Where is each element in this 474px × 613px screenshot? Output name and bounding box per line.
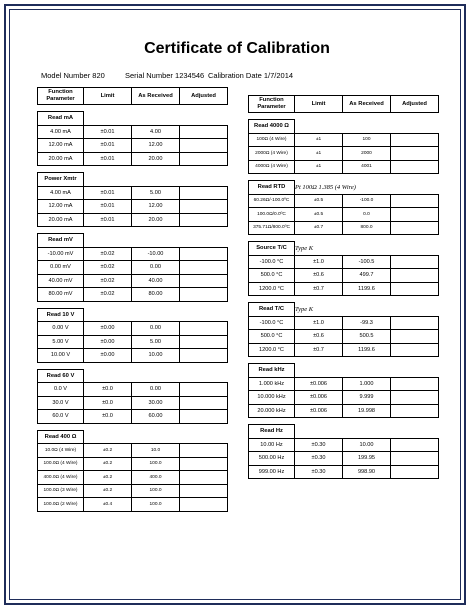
as-received-cell: 998.90	[343, 465, 391, 479]
table-row	[249, 316, 439, 330]
function-parameter-cell: 30.0 V	[38, 396, 84, 410]
as-received-cell: 4001	[343, 160, 391, 174]
function-parameter-cell: 1200.0 °C	[249, 282, 295, 296]
section-row-read-4000	[249, 120, 439, 134]
section-gap	[249, 113, 439, 120]
as-received-cell: 0.00	[132, 383, 180, 397]
column-header: Function Parameter	[249, 96, 295, 113]
function-parameter-cell: 100.0Ω (2 Wire)	[38, 498, 84, 512]
function-parameter-cell: 4.00 mA	[38, 125, 84, 139]
left-calibration-table	[37, 87, 228, 512]
table-row	[249, 330, 439, 344]
adjusted-cell	[180, 322, 228, 336]
adjusted-cell	[180, 498, 228, 512]
table-row	[249, 452, 439, 466]
adjusted-cell	[391, 377, 439, 391]
function-parameter-cell: 5.00 V	[38, 335, 84, 349]
function-parameter-cell: 0.00 mV	[38, 261, 84, 275]
as-received-cell: -10.00	[132, 247, 180, 261]
column-header: As Received	[343, 96, 391, 113]
limit-cell: ±1	[295, 133, 343, 147]
as-received-cell: 400.0	[132, 471, 180, 485]
function-parameter-cell: 0.00 V	[38, 322, 84, 336]
limit-cell: ±0.00	[84, 349, 132, 363]
section-name: Read mA	[38, 112, 84, 126]
table-row	[249, 377, 439, 391]
adjusted-cell	[391, 194, 439, 208]
model-number: Model Number 820	[41, 71, 105, 80]
table-row	[38, 186, 228, 200]
section-name: Read 400 Ω	[38, 430, 84, 444]
limit-cell: ±0.7	[295, 221, 343, 235]
function-parameter-cell: 500.0 °C	[249, 330, 295, 344]
adjusted-cell	[180, 186, 228, 200]
adjusted-cell	[391, 255, 439, 269]
as-received-cell: 10.00	[132, 349, 180, 363]
adjusted-cell	[180, 444, 228, 458]
table-row	[249, 391, 439, 405]
as-received-cell: 4.00	[132, 125, 180, 139]
table-row	[249, 133, 439, 147]
function-parameter-cell: 60.0 V	[38, 410, 84, 424]
column-header: Limit	[295, 96, 343, 113]
adjusted-cell	[391, 391, 439, 405]
as-received-cell: 100.0	[132, 457, 180, 471]
function-parameter-cell: 0.0 V	[38, 383, 84, 397]
as-received-cell: 199.95	[343, 452, 391, 466]
limit-cell: ±0.01	[84, 200, 132, 214]
as-received-cell: 12.00	[132, 139, 180, 153]
table-row	[249, 255, 439, 269]
as-received-cell: -100.0	[343, 194, 391, 208]
table-row	[38, 457, 228, 471]
table-row	[38, 410, 228, 424]
function-parameter-cell: 4000Ω (4 Wire)	[249, 160, 295, 174]
as-received-cell: 0.00	[132, 322, 180, 336]
adjusted-cell	[180, 152, 228, 166]
serial-number: Serial Number 1234546	[125, 71, 205, 80]
column-header: Function Parameter	[38, 88, 84, 105]
adjusted-cell	[180, 471, 228, 485]
table-row	[38, 261, 228, 275]
limit-cell: ±0.02	[84, 261, 132, 275]
as-received-cell: 100.0	[132, 498, 180, 512]
section-row-read-60-v	[38, 369, 228, 383]
function-parameter-cell: 10.00 V	[38, 349, 84, 363]
table-row	[249, 160, 439, 174]
column-header: Adjusted	[180, 88, 228, 105]
section-name: Source T/C	[249, 242, 295, 256]
as-received-cell: 12.00	[132, 200, 180, 214]
section-gap	[38, 362, 228, 369]
column-header: As Received	[132, 88, 180, 105]
limit-cell: ±0.02	[84, 247, 132, 261]
header-row	[249, 96, 439, 113]
limit-cell: ±0.6	[295, 330, 343, 344]
table-row	[38, 335, 228, 349]
function-parameter-cell: 2000Ω (4 Wire)	[249, 147, 295, 161]
as-received-cell: 499.7	[343, 269, 391, 283]
table-row	[38, 396, 228, 410]
table-row	[249, 269, 439, 283]
function-parameter-cell: -100.0 °C	[249, 316, 295, 330]
function-parameter-cell: 100Ω (4 Wire)	[249, 133, 295, 147]
function-parameter-cell: 60.26Ω/-100.0ºC	[249, 194, 295, 208]
as-received-cell: 10.00	[343, 438, 391, 452]
function-parameter-cell: 12.00 mA	[38, 139, 84, 153]
as-received-cell: 19.998	[343, 404, 391, 418]
section-row-read-hz	[249, 425, 439, 439]
calibration-date: Calibration Date 1/7/2014	[208, 71, 294, 80]
section-row-read-khz	[249, 364, 439, 378]
limit-cell: ±1.0	[295, 316, 343, 330]
as-received-cell: 60.00	[132, 410, 180, 424]
table-row	[38, 288, 228, 302]
table-row	[38, 383, 228, 397]
limit-cell: ±1.0	[295, 255, 343, 269]
limit-cell: ±0.01	[84, 152, 132, 166]
as-received-cell: 30.00	[132, 396, 180, 410]
limit-cell: ±1	[295, 147, 343, 161]
limit-cell: ±0.00	[84, 335, 132, 349]
section-row-read-mv	[38, 234, 228, 248]
function-parameter-cell: 1.000 kHz	[249, 377, 295, 391]
as-received-cell: -99.3	[343, 316, 391, 330]
limit-cell: ±0.0	[84, 396, 132, 410]
section-name: Read 10 V	[38, 308, 84, 322]
adjusted-cell	[180, 396, 228, 410]
section-gap	[249, 418, 439, 425]
section-gap	[38, 166, 228, 173]
section-note: Pt 100Ω 1.385 (4 Wire)	[295, 183, 356, 191]
as-received-cell: 1199.6	[343, 343, 391, 357]
table-row	[249, 404, 439, 418]
function-parameter-cell: 10.000 kHz	[249, 391, 295, 405]
limit-cell: ±0.5	[295, 208, 343, 222]
adjusted-cell	[391, 160, 439, 174]
section-row-read-10-v	[38, 308, 228, 322]
as-received-cell: 100	[343, 133, 391, 147]
table-row	[249, 438, 439, 452]
column-header: Adjusted	[391, 96, 439, 113]
function-parameter-cell: 40.00 mV	[38, 274, 84, 288]
adjusted-cell	[391, 330, 439, 344]
limit-cell: ±0.006	[295, 377, 343, 391]
table-row	[38, 200, 228, 214]
section-gap	[38, 301, 228, 308]
section-gap	[249, 296, 439, 303]
adjusted-cell	[180, 247, 228, 261]
as-received-cell: 9.999	[343, 391, 391, 405]
table-row	[38, 125, 228, 139]
limit-cell: ±0.00	[84, 322, 132, 336]
adjusted-cell	[180, 274, 228, 288]
table-row	[38, 471, 228, 485]
limit-cell: ±0.4	[84, 498, 132, 512]
section-gap	[38, 423, 228, 430]
limit-cell: ±0.30	[295, 465, 343, 479]
adjusted-cell	[180, 213, 228, 227]
section-gap	[249, 357, 439, 364]
adjusted-cell	[391, 147, 439, 161]
function-parameter-cell: -100.0 °C	[249, 255, 295, 269]
section-row-read-400	[38, 430, 228, 444]
table-row	[38, 274, 228, 288]
limit-cell: ±0.7	[295, 343, 343, 357]
adjusted-cell	[391, 221, 439, 235]
function-parameter-cell: 20.000 kHz	[249, 404, 295, 418]
as-received-cell: 80.00	[132, 288, 180, 302]
table-row	[38, 152, 228, 166]
limit-cell: ±0.2	[84, 444, 132, 458]
header-row	[38, 88, 228, 105]
function-parameter-cell: 80.00 mV	[38, 288, 84, 302]
adjusted-cell	[180, 484, 228, 498]
limit-cell: ±0.30	[295, 452, 343, 466]
limit-cell: ±0.7	[295, 282, 343, 296]
function-parameter-cell: 1200.0 °C	[249, 343, 295, 357]
adjusted-cell	[391, 316, 439, 330]
adjusted-cell	[180, 349, 228, 363]
as-received-cell: 1.000	[343, 377, 391, 391]
function-parameter-cell: 500.00 Hz	[249, 452, 295, 466]
table-row	[249, 343, 439, 357]
section-row-read-t-c	[249, 303, 439, 317]
as-received-cell: 10.0	[132, 444, 180, 458]
section-row-read-ma	[38, 112, 228, 126]
table-row	[249, 147, 439, 161]
function-parameter-cell: 10.00 Hz	[249, 438, 295, 452]
adjusted-cell	[391, 404, 439, 418]
section-name: Read 4000 Ω	[249, 120, 295, 134]
adjusted-cell	[391, 208, 439, 222]
adjusted-cell	[391, 343, 439, 357]
function-parameter-cell: 20.00 mA	[38, 213, 84, 227]
section-name: Read RTD	[249, 181, 295, 195]
column-header: Limit	[84, 88, 132, 105]
section-note: Type K	[295, 305, 314, 313]
limit-cell: ±0.02	[84, 288, 132, 302]
section-note: Type K	[295, 244, 314, 252]
table-row	[249, 194, 439, 208]
table-row	[38, 498, 228, 512]
limit-cell: ±0.2	[84, 457, 132, 471]
section-gap	[249, 174, 439, 181]
adjusted-cell	[391, 133, 439, 147]
as-received-cell: 20.00	[132, 152, 180, 166]
as-received-cell: 800.0	[343, 221, 391, 235]
adjusted-cell	[180, 410, 228, 424]
adjusted-cell	[391, 438, 439, 452]
table-row	[249, 282, 439, 296]
as-received-cell: -100.5	[343, 255, 391, 269]
limit-cell: ±0.006	[295, 391, 343, 405]
adjusted-cell	[180, 139, 228, 153]
certificate-title: Certificate of Calibration	[144, 40, 330, 57]
function-parameter-cell: 4.00 mA	[38, 186, 84, 200]
as-received-cell: 20.00	[132, 213, 180, 227]
limit-cell: ±0.006	[295, 404, 343, 418]
limit-cell: ±0.2	[84, 471, 132, 485]
function-parameter-cell: 500.0 °C	[249, 269, 295, 283]
adjusted-cell	[180, 457, 228, 471]
table-row	[38, 247, 228, 261]
table-row	[38, 444, 228, 458]
table-row	[249, 208, 439, 222]
section-row-power-xmtr	[38, 173, 228, 187]
limit-cell: ±0.01	[84, 139, 132, 153]
adjusted-cell	[391, 465, 439, 479]
limit-cell: ±0.0	[84, 383, 132, 397]
adjusted-cell	[180, 383, 228, 397]
adjusted-cell	[180, 200, 228, 214]
section-name: Power Xmtr	[38, 173, 84, 187]
function-parameter-cell: 400.0Ω (4 Wire)	[38, 471, 84, 485]
as-received-cell: 500.5	[343, 330, 391, 344]
right-calibration-table	[248, 95, 439, 479]
as-received-cell: 40.00	[132, 274, 180, 288]
as-received-cell: 2000	[343, 147, 391, 161]
function-parameter-cell: 20.00 mA	[38, 152, 84, 166]
section-gap	[38, 105, 228, 112]
as-received-cell: 5.00	[132, 186, 180, 200]
function-parameter-cell: 100.0Ω/0.0ºC	[249, 208, 295, 222]
limit-cell: ±0.2	[84, 484, 132, 498]
as-received-cell: 1199.6	[343, 282, 391, 296]
limit-cell: ±0.6	[295, 269, 343, 283]
section-name: Read 60 V	[38, 369, 84, 383]
table-row	[38, 484, 228, 498]
section-name: Read T/C	[249, 303, 295, 317]
adjusted-cell	[180, 125, 228, 139]
section-name: Read Hz	[249, 425, 295, 439]
as-received-cell: 0.0	[343, 208, 391, 222]
section-row-read-rtd	[249, 181, 439, 195]
section-row-source-t-c	[249, 242, 439, 256]
section-name: Read kHz	[249, 364, 295, 378]
as-received-cell: 100.0	[132, 484, 180, 498]
function-parameter-cell: 375.71Ω/800.0ºC	[249, 221, 295, 235]
section-name: Read mV	[38, 234, 84, 248]
limit-cell: ±1	[295, 160, 343, 174]
limit-cell: ±0.0	[84, 410, 132, 424]
function-parameter-cell: 12.00 mA	[38, 200, 84, 214]
limit-cell: ±0.5	[295, 194, 343, 208]
limit-cell: ±0.01	[84, 125, 132, 139]
table-row	[38, 139, 228, 153]
table-row	[38, 349, 228, 363]
adjusted-cell	[180, 335, 228, 349]
limit-cell: ±0.01	[84, 213, 132, 227]
function-parameter-cell: 100.0Ω (4 Wire)	[38, 457, 84, 471]
table-row	[38, 322, 228, 336]
table-row	[38, 213, 228, 227]
limit-cell: ±0.01	[84, 186, 132, 200]
function-parameter-cell: -10.00 mV	[38, 247, 84, 261]
adjusted-cell	[180, 288, 228, 302]
as-received-cell: 5.00	[132, 335, 180, 349]
adjusted-cell	[180, 261, 228, 275]
table-row	[249, 221, 439, 235]
function-parameter-cell: 10.0Ω (4 Wire)	[38, 444, 84, 458]
table-row	[249, 465, 439, 479]
adjusted-cell	[391, 269, 439, 283]
adjusted-cell	[391, 452, 439, 466]
adjusted-cell	[391, 282, 439, 296]
limit-cell: ±0.30	[295, 438, 343, 452]
function-parameter-cell: 100.0Ω (3 Wire)	[38, 484, 84, 498]
section-gap	[249, 235, 439, 242]
section-gap	[38, 227, 228, 234]
as-received-cell: 0.00	[132, 261, 180, 275]
function-parameter-cell: 999.00 Hz	[249, 465, 295, 479]
limit-cell: ±0.02	[84, 274, 132, 288]
